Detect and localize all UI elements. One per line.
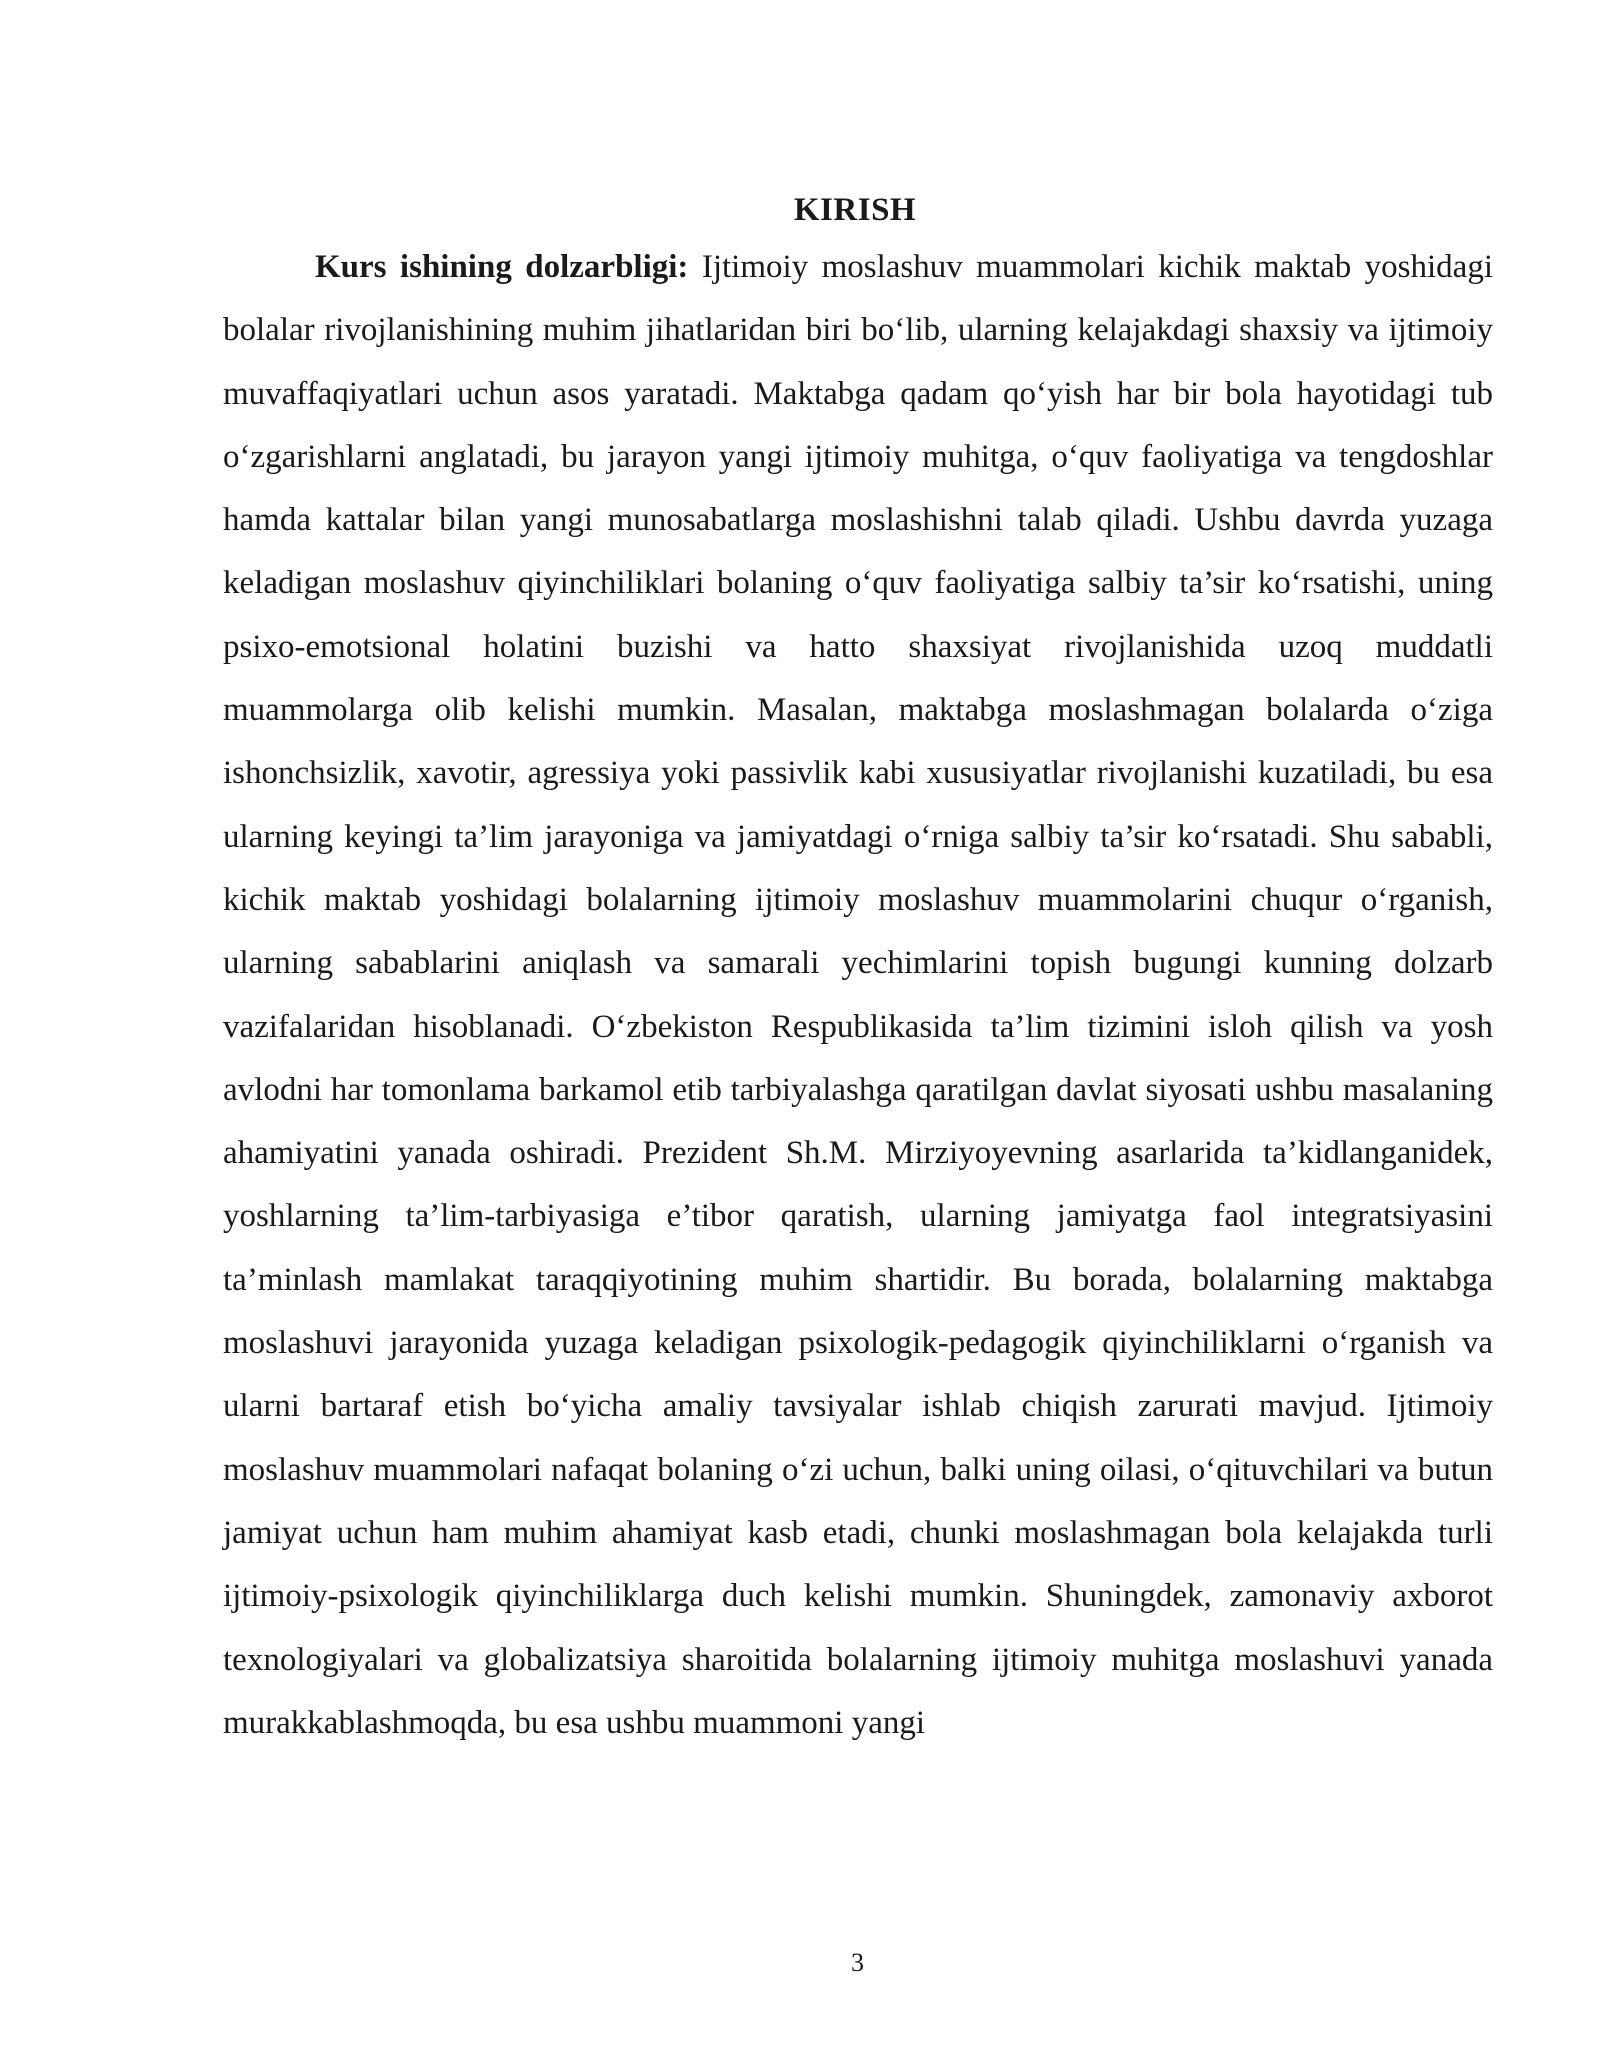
page-number: 3 — [851, 1948, 864, 1977]
body-paragraph — [223, 236, 1493, 1755]
paragraph-text: Ijtimoiy moslashuv muammolari kichik maktab yoshidagi bolalar rivojlanishining muhim jihatlaridan biri bo‘lib, ularning kelajakdagi shaxsiy va ijtimoiy muvaffaqiyatlari uchun asos yaratadi. Maktabga qadam qo‘yish har bir bola hayotidagi tub o‘zgarishlarni anglatadi, bu jarayon yangi ijtimoiy muhitga, o‘quv faoliyatiga va tengdoshlar hamda kattalar bilan yangi munosabatlarga moslashishni talab qiladi. Ushbu davrda yuzaga keladigan moslashuv qiyinchiliklari bolaning o‘quv faoliyatiga salbiy ta’sir ko‘rsatishi, uning psixo-emotsional holatini buzishi va hatto shaxsiyat rivojlanishida uzoq muddatli muammolarga olib kelishi mumkin. Masalan, maktabga moslashmagan bolalarda o‘ziga ishonchsizlik, xavotir, agressiya yoki passivlik kabi xususiyatlar rivojlanishi kuzatiladi, bu esa ularning keyingi ta’lim jarayoniga va jamiyatdagi o‘rniga salbiy ta’sir ko‘rsatadi. Shu sababli, kichik maktab yoshidagi bolalarning ijtimoiy moslashuv muammolarini chuqur o‘rganish, ularning sabablarini aniqlash va samarali yechimlarini topish bugungi kunning dolzarb vazifalaridan hisoblanadi. O‘zbekiston Respublikasida ta’lim tizimini isloh qilish va yosh avlodni har tomonlama barkamol etib tarbiyalashga qaratilgan davlat siyosati ushbu masalaning ahamiyatini yanada oshiradi. Prezident Sh.M. Mirziyoyevning asarlarida ta’kidlanganidek, yoshlarning ta’lim-tarbiyasiga e’tibor qaratish, ularning jamiyatga faol integratsiyasini ta’minlash mamlakat taraqqiyotining muhim shartidir. Bu borada, bolalarning maktabga moslashuvi jarayonida yuzaga keladigan psixologik-pedagogik qiyinchiliklarni o‘rganish va ularni bartaraf etish bo‘yicha amaliy tavsiyalar ishlab chiqish zarurati mavjud. Ijtimoiy moslashuv muammolari nafaqat bolaning o‘zi uchun, balki uning oilasi, o‘qituvchilari va butun jamiyat uchun ham muhim ahamiyat kasb etadi, chunki moslashmagan bola kelajakda turli ijtimoiy-psixologik qiyinchiliklarga duch kelishi mumkin. Shuningdek, zamonaviy axborot texnologiyalari va globalizatsiya sharoitida bolalarning ijtimoiy muhitga moslashuvi yanada murakkablashmoqda, bu esa ushbu muammoni yangi — [223, 249, 1493, 1741]
section-heading: KIRISH — [793, 192, 917, 228]
lead-label: Kurs ishining dolzarbligi: — [315, 249, 689, 285]
